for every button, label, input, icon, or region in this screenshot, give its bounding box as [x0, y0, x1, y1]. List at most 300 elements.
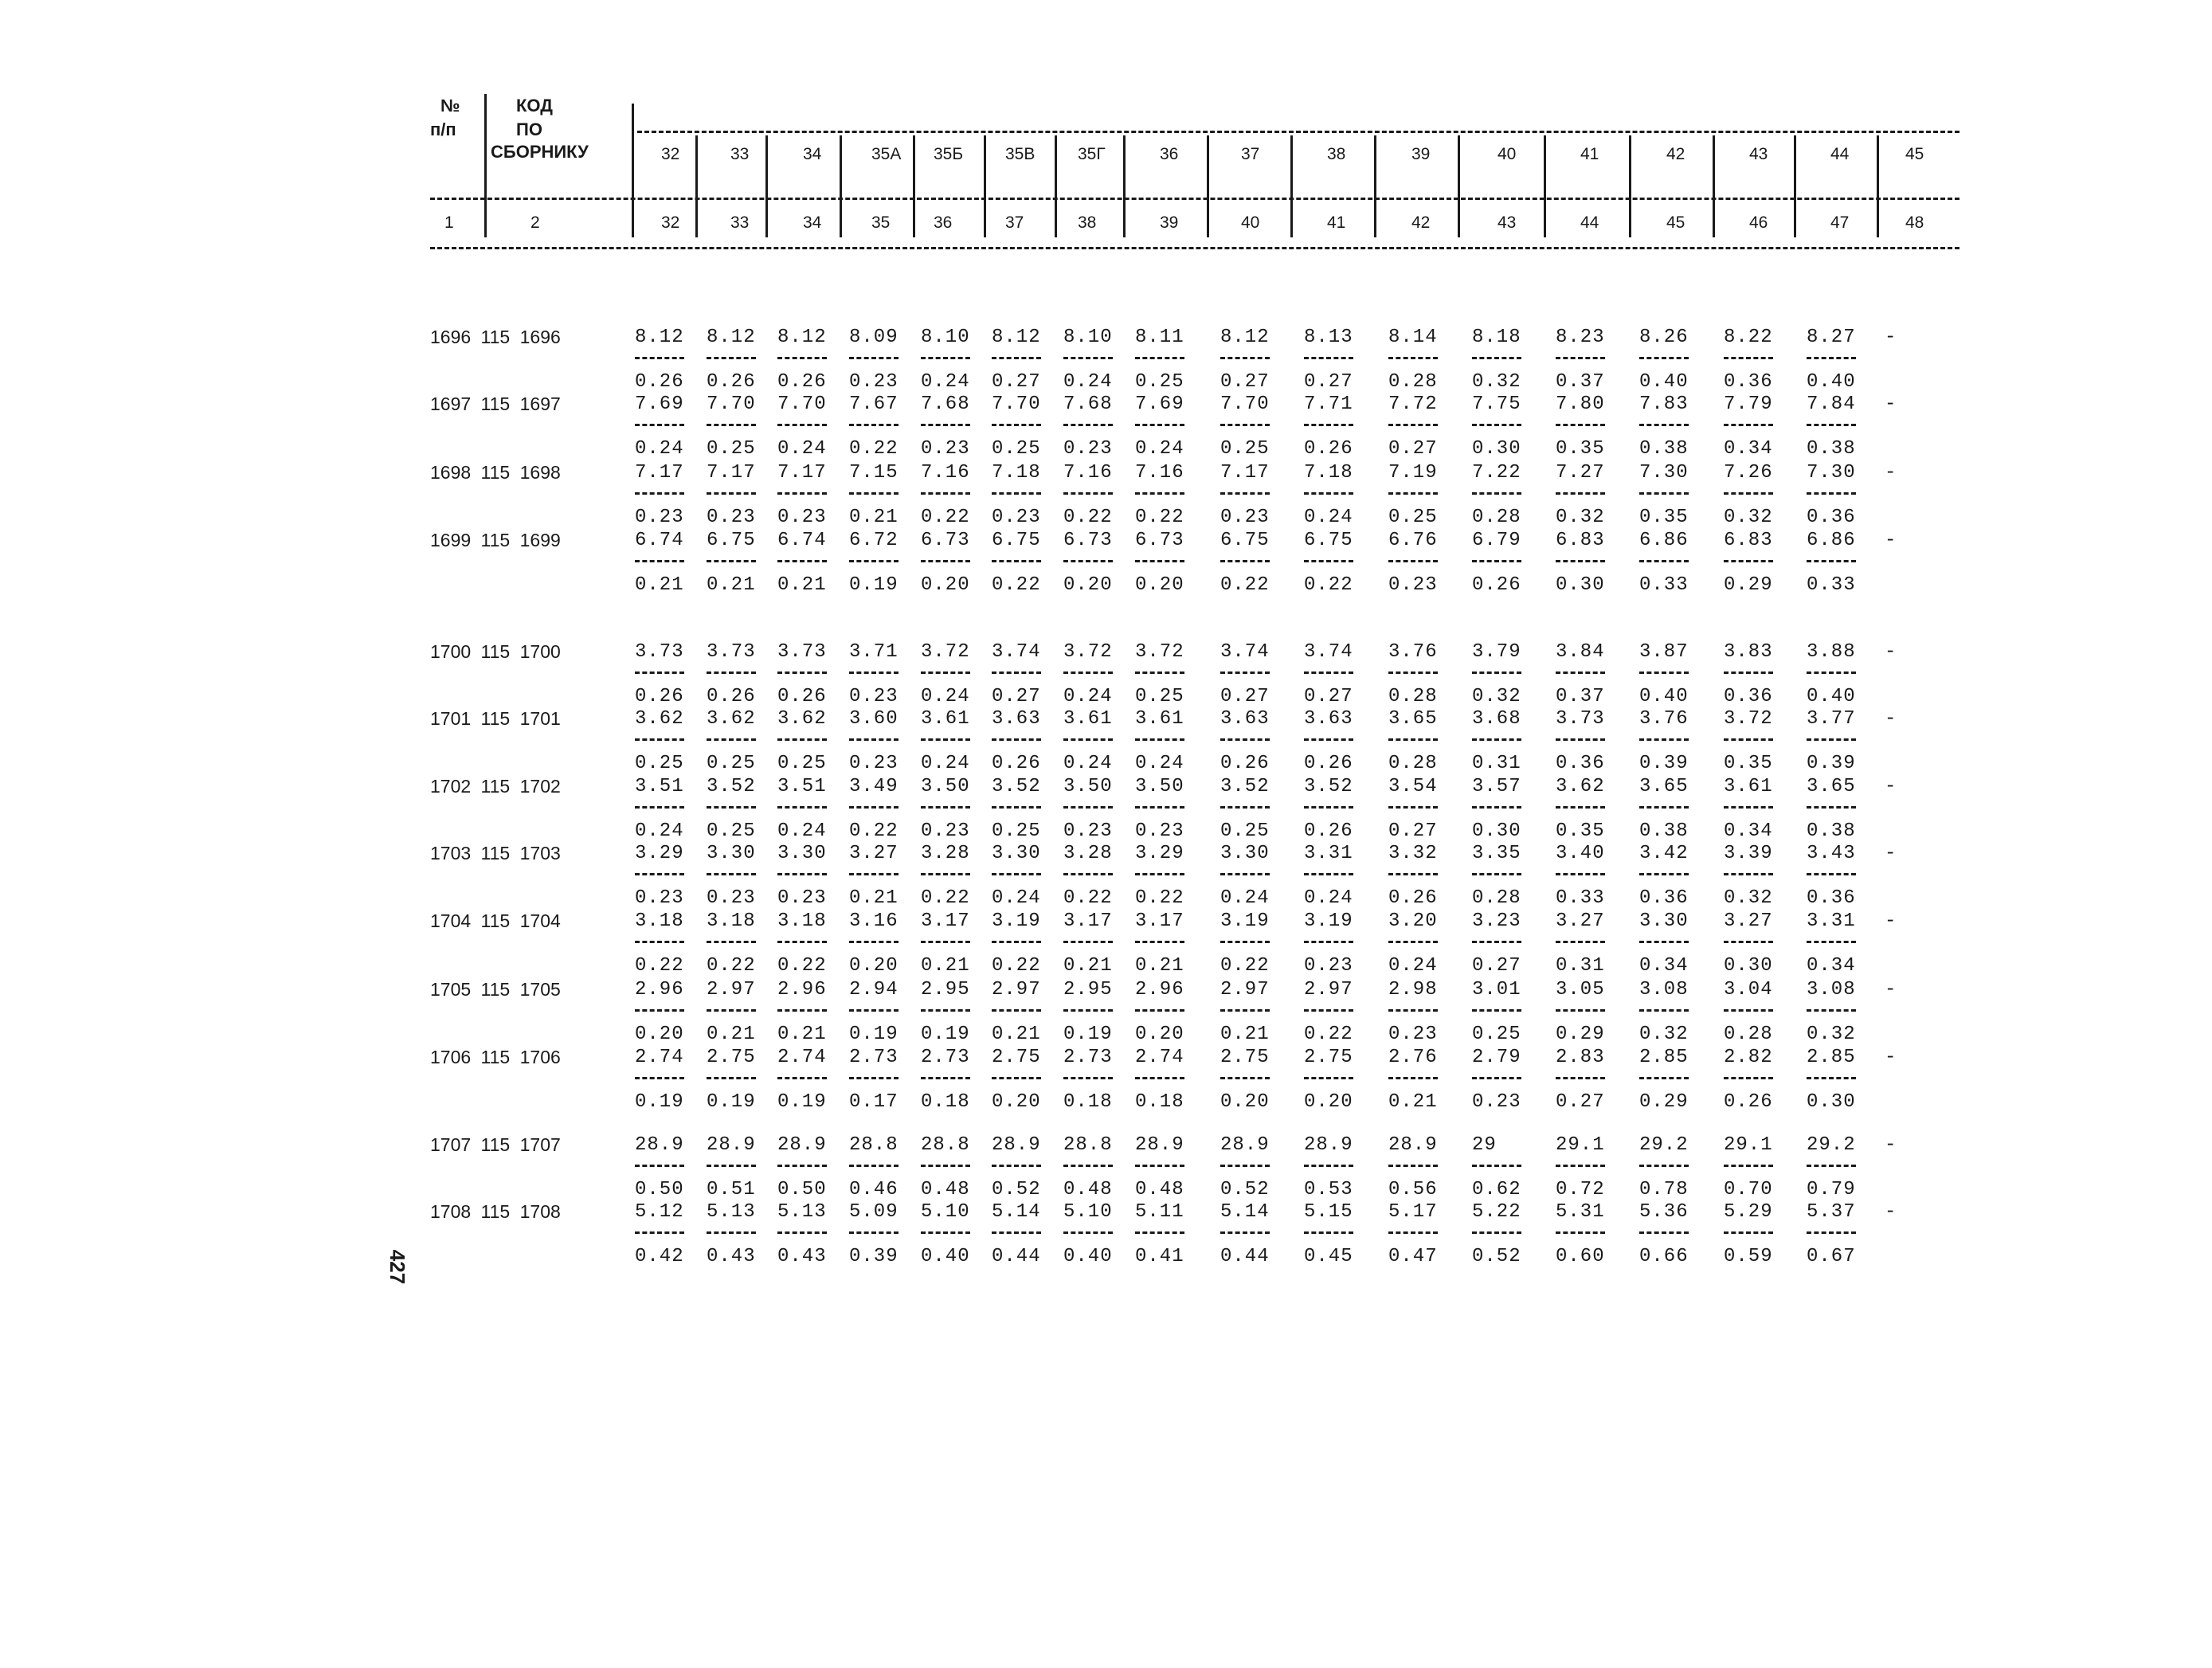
fraction-rule: [1639, 873, 1689, 875]
secondary-value-cell: 0.24: [1304, 887, 1353, 909]
fraction-rule: [1639, 492, 1689, 495]
value-cell: 2.95: [1063, 979, 1113, 1000]
value-cell: 5.17: [1388, 1201, 1438, 1223]
value-cell: 3.18: [777, 910, 827, 932]
secondary-value-cell: 0.26: [635, 371, 684, 393]
secondary-value-cell: 0.40: [1807, 686, 1856, 707]
value-cell: 8.12: [707, 327, 756, 348]
value-cell: 3.71: [849, 641, 899, 663]
secondary-value-cell: 0.32: [1472, 371, 1521, 393]
column-number: 34: [803, 213, 822, 232]
fraction-rule: [1388, 1009, 1438, 1012]
value-cell: 3.19: [1220, 910, 1270, 932]
fraction-rule: [1724, 672, 1773, 674]
secondary-value-cell: 0.23: [849, 371, 899, 393]
secondary-value-cell: 0.22: [921, 507, 970, 528]
column-number: 32: [661, 213, 680, 232]
column-divider: [840, 135, 842, 237]
fraction-rule: [1220, 1077, 1270, 1079]
value-cell: 7.27: [1556, 462, 1605, 484]
value-cell: 8.10: [921, 327, 970, 348]
secondary-value-cell: 0.24: [1063, 371, 1113, 393]
fraction-rule: [1063, 1231, 1113, 1234]
secondary-value-cell: 0.48: [1063, 1179, 1113, 1200]
value-cell: 8.11: [1135, 327, 1184, 348]
value-cell: 3.40: [1556, 843, 1605, 864]
value-cell: 8.13: [1304, 327, 1353, 348]
fraction-rule: [921, 672, 970, 674]
secondary-value-cell: 0.21: [1135, 955, 1184, 977]
value-cell: 3.31: [1807, 910, 1856, 932]
secondary-value-cell: 0.19: [707, 1091, 756, 1113]
column-divider: [1290, 135, 1293, 237]
fraction-rule: [1472, 873, 1521, 875]
secondary-value-cell: 0.26: [1724, 1091, 1773, 1113]
secondary-value-cell: 0.72: [1556, 1179, 1605, 1200]
fraction-rule: [1135, 941, 1184, 943]
fraction-rule: [1388, 672, 1438, 674]
column-number: 35: [871, 213, 891, 232]
fraction-rule: [921, 492, 970, 495]
secondary-value-cell: 0.36: [1556, 753, 1605, 774]
col2-header-mid: ПО: [516, 119, 542, 139]
fraction-rule: [849, 738, 899, 741]
secondary-value-cell: 0.36: [1724, 371, 1773, 393]
secondary-value-cell: 0.20: [992, 1091, 1041, 1113]
secondary-value-cell: 0.23: [992, 507, 1041, 528]
value-cell: 6.83: [1724, 530, 1773, 551]
secondary-value-cell: 0.22: [1135, 887, 1184, 909]
column-divider: [1207, 135, 1209, 237]
value-cell: 3.29: [1135, 843, 1184, 864]
value-cell: 2.74: [635, 1047, 684, 1068]
secondary-value-cell: 0.29: [1556, 1024, 1605, 1045]
value-cell: 5.15: [1304, 1201, 1353, 1223]
fraction-rule: [635, 941, 684, 943]
value-cell: 3.79: [1472, 641, 1521, 663]
value-cell: 28.9: [1220, 1134, 1270, 1156]
fraction-rule: [849, 424, 899, 426]
value-cell: 8.12: [635, 327, 684, 348]
secondary-value-cell: 0.21: [921, 955, 970, 977]
secondary-value-cell: 0.24: [1135, 753, 1184, 774]
secondary-value-cell: 0.18: [921, 1091, 970, 1113]
secondary-value-cell: 0.28: [1388, 371, 1438, 393]
fraction-rule: [992, 1009, 1041, 1012]
secondary-value-cell: 0.21: [1388, 1091, 1438, 1113]
fraction-rule: [1807, 738, 1856, 741]
fraction-rule: [1304, 806, 1353, 809]
fraction-rule: [1639, 806, 1689, 809]
fraction-rule: [1724, 424, 1773, 426]
row-code: 1704 115 1704: [430, 910, 561, 931]
value-cell: 6.72: [849, 530, 899, 551]
fraction-rule: [707, 492, 756, 495]
value-cell: 3.08: [1639, 979, 1689, 1000]
secondary-value-cell: 0.30: [1472, 820, 1521, 842]
fraction-rule: [1135, 738, 1184, 741]
fraction-rule: [1388, 357, 1438, 359]
value-cell: 3.19: [992, 910, 1041, 932]
fraction-rule: [1807, 1165, 1856, 1167]
fraction-rule: [707, 357, 756, 359]
value-cell: 3.35: [1472, 843, 1521, 864]
fraction-rule: [1472, 806, 1521, 809]
fraction-rule: [777, 1009, 827, 1012]
value-cell: 2.96: [777, 979, 827, 1000]
column-number: 44: [1580, 213, 1599, 232]
dash-cell: -: [1885, 327, 1897, 348]
fraction-rule: [1063, 357, 1113, 359]
value-cell: 29.1: [1556, 1134, 1605, 1156]
fraction-rule: [1220, 738, 1270, 741]
fraction-rule: [1724, 1077, 1773, 1079]
column-divider: [1123, 135, 1126, 237]
dash-cell: -: [1885, 1047, 1897, 1068]
column-header: 43: [1749, 145, 1768, 163]
fraction-rule: [1220, 873, 1270, 875]
secondary-value-cell: 0.23: [1063, 438, 1113, 460]
fraction-rule: [992, 1231, 1041, 1234]
fraction-rule: [1388, 1231, 1438, 1234]
value-cell: 6.73: [1063, 530, 1113, 551]
fraction-rule: [1304, 1231, 1353, 1234]
fraction-rule: [1472, 1009, 1521, 1012]
secondary-value-cell: 0.32: [1807, 1024, 1856, 1045]
fraction-rule: [1556, 1009, 1605, 1012]
secondary-value-cell: 0.21: [777, 1024, 827, 1045]
value-cell: 3.62: [635, 708, 684, 730]
value-cell: 3.50: [1135, 776, 1184, 797]
value-cell: 8.18: [1472, 327, 1521, 348]
value-cell: 3.74: [1220, 641, 1270, 663]
secondary-value-cell: 0.30: [1724, 955, 1773, 977]
secondary-value-cell: 0.19: [635, 1091, 684, 1113]
value-cell: 2.98: [1388, 979, 1438, 1000]
column-number: 48: [1905, 213, 1924, 232]
fraction-rule: [849, 1231, 899, 1234]
fraction-rule: [1388, 1165, 1438, 1167]
secondary-value-cell: 0.24: [921, 753, 970, 774]
page-number: 427: [386, 1249, 410, 1285]
secondary-value-cell: 0.48: [921, 1179, 970, 1200]
secondary-value-cell: 0.29: [1639, 1091, 1689, 1113]
value-cell: 3.88: [1807, 641, 1856, 663]
secondary-value-cell: 0.17: [849, 1091, 899, 1113]
fraction-rule: [1639, 1165, 1689, 1167]
dash-cell: -: [1885, 843, 1897, 864]
secondary-value-cell: 0.25: [777, 753, 827, 774]
column-divider: [1794, 135, 1796, 237]
fraction-rule: [849, 941, 899, 943]
fraction-rule: [992, 560, 1041, 562]
value-cell: 3.65: [1639, 776, 1689, 797]
secondary-value-cell: 0.47: [1388, 1246, 1438, 1267]
fraction-rule: [635, 1165, 684, 1167]
value-cell: 5.13: [777, 1201, 827, 1223]
secondary-value-cell: 0.24: [635, 438, 684, 460]
row-code: 1703 115 1703: [430, 843, 561, 863]
value-cell: 3.52: [1304, 776, 1353, 797]
secondary-value-cell: 0.50: [777, 1179, 827, 1200]
column-header: 35Б: [934, 145, 964, 163]
fraction-rule: [1724, 357, 1773, 359]
secondary-value-cell: 0.27: [1556, 1091, 1605, 1113]
value-cell: 3.51: [635, 776, 684, 797]
value-cell: 6.74: [635, 530, 684, 551]
value-cell: 3.18: [707, 910, 756, 932]
secondary-value-cell: 0.34: [1807, 955, 1856, 977]
secondary-value-cell: 0.79: [1807, 1179, 1856, 1200]
value-cell: 2.76: [1388, 1047, 1438, 1068]
value-cell: 3.27: [849, 843, 899, 864]
secondary-value-cell: 0.37: [1556, 371, 1605, 393]
secondary-value-cell: 0.25: [707, 820, 756, 842]
fraction-rule: [1220, 1165, 1270, 1167]
value-cell: 7.69: [635, 394, 684, 415]
secondary-value-cell: 0.21: [992, 1024, 1041, 1045]
secondary-value-cell: 0.23: [921, 820, 970, 842]
fraction-rule: [1639, 424, 1689, 426]
fraction-rule: [635, 873, 684, 875]
value-cell: 6.86: [1639, 530, 1689, 551]
fraction-rule: [1135, 1165, 1184, 1167]
secondary-value-cell: 0.25: [992, 438, 1041, 460]
value-cell: 28.9: [1388, 1134, 1438, 1156]
header-rule: [430, 198, 1959, 200]
value-cell: 3.49: [849, 776, 899, 797]
secondary-value-cell: 0.27: [1304, 686, 1353, 707]
secondary-value-cell: 0.23: [849, 686, 899, 707]
column-divider: [984, 135, 986, 237]
fraction-rule: [992, 424, 1041, 426]
fraction-rule: [707, 1231, 756, 1234]
secondary-value-cell: 0.78: [1639, 1179, 1689, 1200]
value-cell: 28.8: [1063, 1134, 1113, 1156]
fraction-rule: [707, 806, 756, 809]
secondary-value-cell: 0.59: [1724, 1246, 1773, 1267]
fraction-rule: [992, 1165, 1041, 1167]
fraction-rule: [635, 492, 684, 495]
fraction-rule: [1724, 1009, 1773, 1012]
fraction-rule: [1063, 873, 1113, 875]
value-cell: 3.42: [1639, 843, 1689, 864]
fraction-rule: [707, 672, 756, 674]
fraction-rule: [777, 873, 827, 875]
fraction-rule: [1807, 941, 1856, 943]
value-cell: 8.12: [777, 327, 827, 348]
fraction-rule: [1135, 560, 1184, 562]
secondary-value-cell: 0.22: [635, 955, 684, 977]
value-cell: 7.18: [1304, 462, 1353, 484]
secondary-value-cell: 0.44: [992, 1246, 1041, 1267]
secondary-value-cell: 0.32: [1639, 1024, 1689, 1045]
col2-number: 2: [530, 213, 540, 232]
fraction-rule: [1135, 672, 1184, 674]
secondary-value-cell: 0.18: [1135, 1091, 1184, 1113]
value-cell: 28.9: [1135, 1134, 1184, 1156]
secondary-value-cell: 0.25: [635, 753, 684, 774]
fraction-rule: [921, 1165, 970, 1167]
value-cell: 7.69: [1135, 394, 1184, 415]
value-cell: 2.85: [1639, 1047, 1689, 1068]
fraction-rule: [707, 1165, 756, 1167]
column-number: 36: [934, 213, 953, 232]
secondary-value-cell: 0.27: [992, 371, 1041, 393]
value-cell: 5.11: [1135, 1201, 1184, 1223]
value-cell: 3.61: [1724, 776, 1773, 797]
fraction-rule: [992, 806, 1041, 809]
fraction-rule: [849, 1009, 899, 1012]
fraction-rule: [921, 1077, 970, 1079]
fraction-rule: [1807, 560, 1856, 562]
value-cell: 5.14: [992, 1201, 1041, 1223]
value-cell: 8.12: [1220, 327, 1270, 348]
value-cell: 7.17: [707, 462, 756, 484]
value-cell: 3.30: [992, 843, 1041, 864]
fraction-rule: [1304, 357, 1353, 359]
secondary-value-cell: 0.35: [1556, 820, 1605, 842]
secondary-value-cell: 0.28: [1388, 686, 1438, 707]
value-cell: 3.73: [707, 641, 756, 663]
secondary-value-cell: 0.35: [1556, 438, 1605, 460]
value-cell: 3.76: [1388, 641, 1438, 663]
secondary-value-cell: 0.22: [1220, 955, 1270, 977]
value-cell: 2.74: [1135, 1047, 1184, 1068]
value-cell: 6.76: [1388, 530, 1438, 551]
row-code: 1708 115 1708: [430, 1201, 561, 1222]
fraction-rule: [635, 1077, 684, 1079]
fraction-rule: [849, 1165, 899, 1167]
column-header: 38: [1327, 145, 1346, 163]
value-cell: 3.27: [1724, 910, 1773, 932]
column-divider: [1055, 135, 1057, 237]
value-cell: 5.10: [921, 1201, 970, 1223]
secondary-value-cell: 0.25: [1220, 820, 1270, 842]
fraction-rule: [1724, 492, 1773, 495]
row-code: 1702 115 1702: [430, 776, 561, 797]
secondary-value-cell: 0.22: [921, 887, 970, 909]
secondary-value-cell: 0.21: [849, 507, 899, 528]
value-cell: 2.75: [1220, 1047, 1270, 1068]
secondary-value-cell: 0.33: [1639, 574, 1689, 596]
fraction-rule: [1807, 873, 1856, 875]
secondary-value-cell: 0.21: [707, 574, 756, 596]
value-cell: 3.51: [777, 776, 827, 797]
secondary-value-cell: 0.20: [921, 574, 970, 596]
secondary-value-cell: 0.27: [1472, 955, 1521, 977]
secondary-value-cell: 0.22: [992, 574, 1041, 596]
fraction-rule: [1388, 738, 1438, 741]
secondary-value-cell: 0.22: [992, 955, 1041, 977]
secondary-value-cell: 0.21: [707, 1024, 756, 1045]
secondary-value-cell: 0.24: [1304, 507, 1353, 528]
fraction-rule: [1063, 1165, 1113, 1167]
row-code: 1700 115 1700: [430, 641, 561, 662]
column-number: 41: [1327, 213, 1346, 232]
secondary-value-cell: 0.26: [1388, 887, 1438, 909]
fraction-rule: [992, 941, 1041, 943]
value-cell: 2.97: [707, 979, 756, 1000]
secondary-value-cell: 0.22: [1135, 507, 1184, 528]
value-cell: 28.9: [635, 1134, 684, 1156]
fraction-rule: [707, 873, 756, 875]
fraction-rule: [1556, 873, 1605, 875]
fraction-rule: [1472, 424, 1521, 426]
secondary-value-cell: 0.21: [1220, 1024, 1270, 1045]
fraction-rule: [1472, 560, 1521, 562]
secondary-value-cell: 0.23: [777, 887, 827, 909]
value-cell: 7.17: [777, 462, 827, 484]
fraction-rule: [1304, 424, 1353, 426]
secondary-value-cell: 0.19: [849, 574, 899, 596]
fraction-rule: [1304, 738, 1353, 741]
column-header: 32: [661, 145, 680, 163]
value-cell: 3.50: [921, 776, 970, 797]
value-cell: 6.75: [707, 530, 756, 551]
value-cell: 7.68: [1063, 394, 1113, 415]
secondary-value-cell: 0.40: [921, 1246, 970, 1267]
fraction-rule: [1388, 1077, 1438, 1079]
fraction-rule: [707, 424, 756, 426]
secondary-value-cell: 0.40: [1639, 371, 1689, 393]
fraction-rule: [1220, 492, 1270, 495]
value-cell: 3.62: [777, 708, 827, 730]
value-cell: 3.72: [1063, 641, 1113, 663]
fraction-rule: [635, 1009, 684, 1012]
value-cell: 7.16: [1135, 462, 1184, 484]
column-header: 42: [1666, 145, 1685, 163]
fraction-rule: [1304, 1009, 1353, 1012]
value-cell: 7.70: [707, 394, 756, 415]
column-divider: [695, 135, 698, 237]
column-header: 35А: [871, 145, 902, 163]
secondary-value-cell: 0.23: [1135, 820, 1184, 842]
value-cell: 6.75: [1220, 530, 1270, 551]
column-number: 47: [1830, 213, 1850, 232]
fraction-rule: [1556, 1165, 1605, 1167]
value-cell: 3.01: [1472, 979, 1521, 1000]
secondary-value-cell: 0.32: [1556, 507, 1605, 528]
column-number: 33: [730, 213, 750, 232]
value-cell: 7.30: [1807, 462, 1856, 484]
value-cell: 3.27: [1556, 910, 1605, 932]
value-cell: 5.13: [707, 1201, 756, 1223]
value-cell: 3.63: [1304, 708, 1353, 730]
secondary-value-cell: 0.28: [1724, 1024, 1773, 1045]
value-cell: 28.9: [777, 1134, 827, 1156]
value-cell: 6.75: [1304, 530, 1353, 551]
dash-cell: -: [1885, 1134, 1897, 1156]
column-number: 40: [1241, 213, 1260, 232]
dash-cell: -: [1885, 1201, 1897, 1223]
value-cell: 3.62: [707, 708, 756, 730]
fraction-rule: [849, 492, 899, 495]
fraction-rule: [1304, 672, 1353, 674]
value-cell: 3.76: [1639, 708, 1689, 730]
secondary-value-cell: 0.27: [1388, 820, 1438, 842]
fraction-rule: [921, 941, 970, 943]
value-cell: 5.36: [1639, 1201, 1689, 1223]
value-cell: 6.73: [1135, 530, 1184, 551]
fraction-rule: [1724, 1165, 1773, 1167]
column-divider: [1877, 135, 1879, 237]
value-cell: 3.73: [777, 641, 827, 663]
column-header: 37: [1241, 145, 1260, 163]
secondary-value-cell: 0.27: [1220, 371, 1270, 393]
secondary-value-cell: 0.33: [1807, 574, 1856, 596]
fraction-rule: [777, 492, 827, 495]
